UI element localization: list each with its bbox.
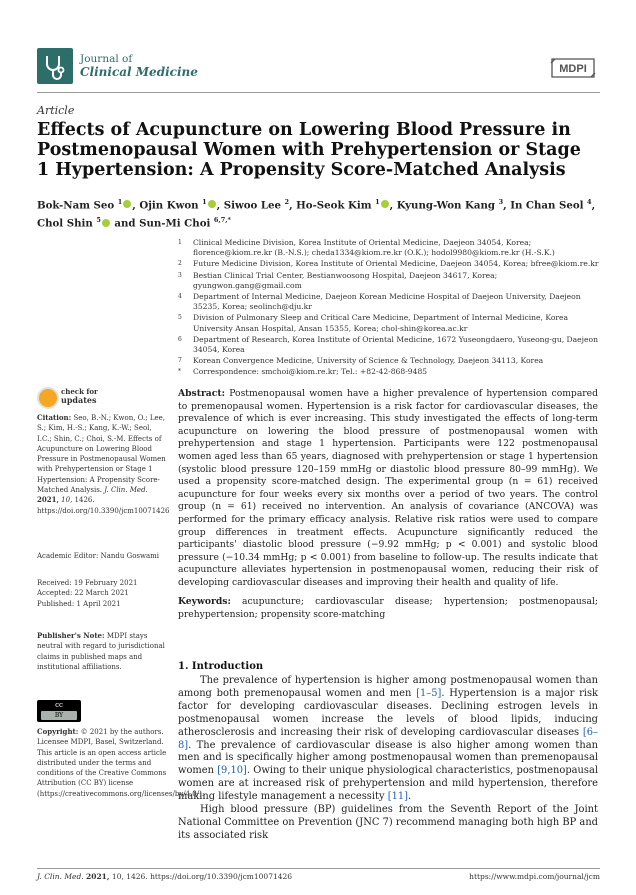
intro-paragraph-1	[178, 675, 598, 804]
publishers-note	[37, 631, 167, 672]
author-list	[37, 195, 597, 232]
author-separator: ,	[132, 199, 140, 212]
citation-doi[interactable]: 1426. https://doi.org/10.3390/jcm10071426	[37, 496, 170, 515]
affiliation-number: 5	[178, 314, 182, 322]
author-affiliation-mark: 2	[284, 198, 290, 206]
author-name: Kyung-Won Kang	[396, 199, 499, 212]
published-date: Published: 1 April 2021	[37, 599, 121, 608]
mdpi-logo	[549, 57, 597, 83]
accepted-date: Accepted: 22 March 2021	[37, 589, 129, 598]
affiliation-item	[178, 271, 608, 291]
paragraph-text: .	[408, 791, 412, 803]
cc-by-label: BY	[41, 711, 77, 720]
abstract-text: Postmenopausal women have a higher prevalence of hypertension compared to premenopausal women. Hypertension is a risk factor for cardiovascular diseases, the prevalence of which is ever increasing. This study investigated the effects of long-term acupuncture on lowering the blood pressure of postmenopausal women with prehypertension and stage 1 hypertension. Participants were 122 postmenopausal women aged less than 65 years, diagnosed with prehypertension or stage 1 hypertension (systolic blood pressure 120–159 mmHg or diastolic blood pressure 80–99 mmHg). We used a propensity score-matched design. The experimental group (n = 61) received acupuncture for four weeks every six months over a period of two years. The control group (n = 61) received no intervention. An analysis of covariance (ANCOVA) was performed for the primary efficacy analysis. Relative risk ratios were used to compare group differences in treatment effects. Acupuncture significantly reduced the participants' diastolic blood pressure (−9.92 mmHg; p < 0.001) and systolic blood pressure (−10.34 mmHg; p < 0.001) from baseline to follow-up. The results indicate that acupuncture alleviates hypertension in postmenopausal women, reducing their risk of developing cardiovascular diseases and improving their health and quality of life.	[178, 388, 599, 588]
publisher-name: MDPI	[559, 63, 587, 75]
affiliation-text: Future Medicine Division, Korea Institute of Oriental Medicine, Daejeon 34054, Korea; bfree@kiom.re.kr	[193, 259, 599, 269]
affiliation-item	[178, 292, 608, 312]
cc-label: cc	[55, 701, 63, 709]
author-separator: ,	[503, 199, 511, 212]
affiliation-number: 1	[178, 239, 182, 246]
affiliation-text: Department of Internal Medicine, Daejeon Korean Medicine Hospital of Daejeon University, Daejeon 35235, Korea; seolinch@dju.kr	[193, 292, 581, 312]
citation-text: Seo, B.-N.; Kwon, O.; Lee, S.; Kim, H.-S.; Kang, K.-W.; Seol, I.C.; Shin, C.; Choi, S.-M. Effects of Acupuncture on Lowering Blood Pressure in Postmenopausal Women with Prehypertension or Stage 1 Hypertension: A Propensity Score-Matched Analysis.	[37, 414, 166, 495]
affiliation-number: 2	[178, 260, 182, 268]
publishers-note-label: Publisher's Note:	[37, 631, 105, 640]
affiliation-number: 3	[178, 271, 182, 279]
citation-link[interactable]: [6–8]	[178, 726, 598, 751]
affiliation-text: Clinical Medicine Division, Korea Institute of Oriental Medicine, Daejeon 34054, Korea; florence@kiom.re.kr (B.-N.S.); cheda1334@kiom.re.kr (O.K.); hodol9980@kiom.re.kr (H.-S.K.)	[193, 238, 555, 258]
affiliation-number: 7	[178, 357, 182, 365]
cc-by-license-icon[interactable]	[37, 700, 81, 722]
author-affiliation-mark: 1	[375, 198, 380, 206]
orcid-icon[interactable]	[123, 200, 131, 208]
check-line1: check for	[61, 387, 98, 396]
footer-year: 2021,	[86, 872, 110, 881]
affiliation-item	[178, 313, 608, 333]
author-separator: ,	[216, 199, 224, 212]
abstract-label: Abstract:	[178, 388, 225, 399]
citation-link[interactable]: [9,10]	[217, 765, 247, 777]
copyright-label: Copyright:	[37, 727, 79, 736]
affiliation-text: Correspondence: smchoi@kiom.re.kr; Tel.: +82-42-868-9485	[193, 367, 428, 377]
affiliation-item	[178, 335, 608, 355]
citation-journal: J. Clin. Med.	[104, 486, 148, 495]
footer-doi[interactable]: 10, 1426. https://doi.org/10.3390/jcm10071426	[111, 872, 293, 881]
author-name: In Chan Seol	[510, 199, 588, 212]
affiliation-text: Bestian Clinical Trial Center, Bestianwoosong Hospital, Daejeon 34617, Korea; gyungwon.gang@gmail.com	[193, 270, 498, 290]
affiliation-number: 6	[178, 335, 182, 343]
introduction-body	[178, 675, 598, 843]
journal-logo	[37, 48, 73, 84]
author-affiliation-mark: 1	[202, 198, 207, 206]
author-affiliation-mark: 3	[498, 198, 504, 206]
dates-block	[37, 578, 167, 609]
header-divider	[37, 92, 600, 93]
paragraph-text: . Hypertension is a major risk factor for developing cardiovascular diseases. Declining estrogen levels in postmenopausal women increase the levels of blood lipids, inducing atherosclerosis and increasing their risk of developing cardiovascular diseases	[178, 687, 598, 738]
intro-paragraph-2: High blood pressure (BP) guidelines from the Seventh Report of the Joint National Committee on Prevention (JNC 7) recommend managing both high BP and its associated risk	[178, 804, 598, 841]
article-title: Effects of Acupuncture on Lowering Blood Pressure in Postmenopausal Women with Prehypertension or Stage 1 Hypertension: A Propensity Score-Matched Analysis	[37, 120, 581, 180]
affiliation-number: *	[178, 368, 181, 376]
affiliation-item	[178, 238, 608, 258]
author-name: Siwoo Lee	[223, 199, 285, 212]
academic-editor: Academic Editor: Nandu Goswami	[37, 552, 160, 560]
affiliation-text: Division of Pulmonary Sleep and Critical Care Medicine, Department of Internal Medicine, Korea University Ansan Hospital, Ansan 15355, Korea; chol-shin@korea.ac.kr	[193, 313, 569, 333]
author-affiliation-mark: 4	[587, 198, 592, 206]
journal-name	[80, 53, 198, 79]
author-separator: ,	[389, 199, 397, 212]
check-for-updates-icon[interactable]	[37, 387, 59, 409]
author-name: Ho-Seok Kim	[296, 199, 376, 212]
author-affiliation-mark: 1	[117, 198, 123, 206]
footer-journal: J. Clin. Med.	[37, 872, 84, 881]
journal-name-line2: Clinical Medicine	[80, 65, 198, 79]
copyright-text: © 2021 by the authors. Licensee MDPI, Basel, Switzerland. This article is an open access article distributed under the terms and conditions of the Creative Commons Attribution (CC BY) license (https://creativecommons.org/licenses/by/4.0/).	[37, 728, 205, 798]
section-heading-introduction: 1. Introduction	[178, 661, 264, 672]
author-separator: ,	[289, 199, 297, 212]
paragraph-text: . The prevalence of cardiovascular disease is also higher among women than men and is specifically higher among postmenopausal women than premenopausal women	[178, 739, 598, 777]
check-line2: updates	[61, 395, 97, 405]
footer-citation	[37, 872, 292, 881]
orcid-icon[interactable]	[102, 219, 110, 227]
author-name: Bok-Nam Seo	[37, 199, 118, 212]
journal-name-line1: Journal of	[80, 53, 133, 65]
abstract	[178, 388, 598, 590]
affiliation-text: Korean Convergence Medicine, University of Science & Technology, Daejeon 34113, Korea	[193, 356, 544, 366]
citation-block	[37, 413, 170, 516]
affiliation-list	[178, 238, 608, 379]
citation-link[interactable]: [11]	[387, 791, 408, 803]
keywords	[178, 596, 598, 621]
citation-volume: 10,	[61, 496, 73, 505]
author-affiliation-mark: 5	[96, 216, 101, 225]
affiliation-item	[178, 367, 608, 377]
author-name: and Sun-Mi Choi	[114, 217, 214, 230]
received-date: Received: 19 February 2021	[37, 579, 138, 587]
affiliation-text: Department of Research, Korea Institute of Oriental Medicine, 1672 Yuseongdaero, Yuseong-gu, Daejeon 34054, Korea	[193, 334, 598, 355]
citation-link[interactable]: [1–5]	[416, 687, 442, 699]
orcid-icon[interactable]	[208, 200, 216, 208]
stethoscope-icon	[37, 48, 73, 84]
author-affiliation-mark: 6,7,*	[213, 216, 231, 225]
paragraph-text: . Owing to their unique physiological characteristics, postmenopausal women are at increased risk of prehypertension and mild hypertension, therefore making lifestyle management a necessity	[178, 765, 599, 803]
affiliation-item	[178, 356, 608, 366]
footer-divider	[37, 868, 600, 869]
author-name: Ojin Kwon	[139, 199, 203, 212]
author-name: Chol Shin	[37, 217, 97, 230]
keywords-label: Keywords:	[178, 596, 231, 607]
copyright-block	[37, 727, 205, 799]
orcid-icon[interactable]	[381, 200, 389, 208]
article-type: Article	[37, 104, 75, 117]
affiliation-item	[178, 259, 608, 269]
paragraph-text: The prevalence of hypertension is higher among postmenopausal women than among both premenopausal women and men	[178, 675, 598, 699]
citation-year: 2021,	[37, 495, 59, 505]
citation-label: Citation:	[37, 413, 72, 422]
footer-journal-url[interactable]: https://www.mdpi.com/journal/jcm	[469, 872, 600, 881]
publishers-note-text: MDPI stays neutral with regard to jurisdictional claims in published maps and institutional affiliations.	[37, 632, 165, 671]
keywords-text: acupuncture; cardiovascular disease; hypertension; postmenopausal; prehypertension; propensity score-matching	[178, 596, 598, 620]
author-separator: ,	[591, 199, 596, 212]
check-for-updates-button[interactable]	[61, 387, 98, 405]
affiliation-number: 4	[178, 293, 182, 301]
